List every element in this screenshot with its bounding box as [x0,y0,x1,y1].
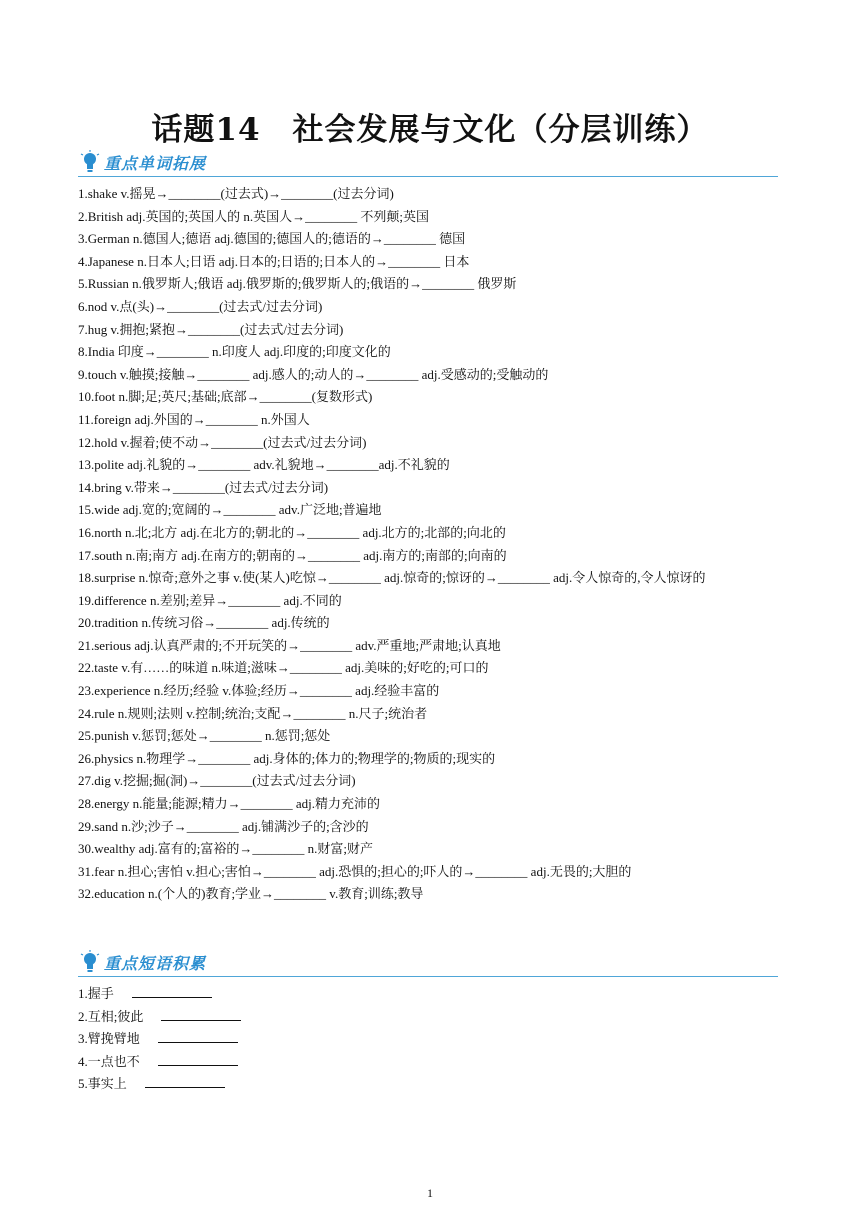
phrase-label: 2.互相;彼此 [78,1008,144,1024]
vocab-item: 3.German n.德国人;德语 adj.德国的;德国人的;德语的→________ 德国 [78,231,466,247]
section-title-vocab: 重点单词拓展 [104,154,207,173]
vocab-item: 22.taste v.有……的味道 n.味道;滋味→________ adj.美味的;好吃的;可口的 [78,660,489,676]
vocab-item: 4.Japanese n.日本人;日语 adj.日本的;日语的;日本人的→________ 日本 [78,253,470,269]
phrase-item [78,1028,798,1051]
vocab-item: 11.foreign adj.外国的→________ n.外国人 [78,411,310,427]
vocab-item: 20.tradition n.传统习俗→________ adj.传统的 [78,615,330,631]
phrase-label: 3.臂挽臂地 [78,1031,140,1047]
vocab-item: 1.shake v.摇晃→________(过去式)→________(过去分词) [78,186,394,201]
vocab-item: 25.punish v.惩罚;惩处→________ n.惩罚;惩处 [78,728,331,744]
answer-blank[interactable] [158,1030,238,1043]
vocab-item: 5.Russian n.俄罗斯人;俄语 adj.俄罗斯的;俄罗斯人的;俄语的→________ 俄罗斯 [78,276,517,292]
vocab-item: 18.surprise n.惊奇;意外之事 v.使(某人)吃惊→________ adj.惊奇的;惊讶的→________ adj.令人惊奇的,令人惊讶的 [78,570,706,586]
phrase-label: 1.握手 [78,986,114,1001]
vocab-item: 10.foot n.脚;足;英尺;基础;底部→________(复数形式) [78,389,373,405]
vocab-item: 28.energy n.能量;能源;精力→________ adj.精力充沛的 [78,796,380,812]
lightbulb-icon [80,950,100,974]
vocab-item: 16.north n.北;北方 adj.在北方的;朝北的→________ adj.北方的;北部的;向北的 [78,524,506,540]
vocab-item: 26.physics n.物理学→________ adj.身体的;体力的;物理学的;物质的;现实的 [78,750,496,766]
vocab-item: 29.sand n.沙;沙子→________ adj.铺满沙子的;含沙的 [78,818,369,834]
vocab-item: 27.dig v.挖掘;掘(洞)→________(过去式/过去分词) [78,773,356,789]
answer-blank[interactable] [132,985,212,998]
vocab-item: 24.rule n.规则;法则 v.控制;统治;支配→________ n.尺子;统治者 [78,705,428,721]
lightbulb-icon [80,150,100,174]
phrase-item [78,1051,798,1074]
phrase-item [78,1006,798,1029]
vocab-item: 6.nod v.点(头)→________(过去式/过去分词) [78,298,323,314]
section-header-phrases [78,950,778,977]
vocab-item: 21.serious adj.认真严肃的;不开玩笑的→________ adv.严重地;严肃地;认真地 [78,637,501,653]
phrase-list [78,983,798,1096]
phrase-label: 4.一点也不 [78,1053,140,1069]
page-title: 话题14 社会发展与文化（分层训练） [151,112,709,148]
vocab-item: 8.India 印度→________ n.印度人 adj.印度的;印度文化的 [78,344,391,360]
vocab-item: 31.fear n.担心;害怕 v.担心;害怕→________ adj.恐惧的;担心的;吓人的→________ adj.无畏的;大胆的 [78,863,632,879]
vocab-list [78,183,798,906]
page-number: 1 [427,1186,433,1200]
section-header-vocab [78,150,778,177]
answer-blank[interactable] [158,1053,238,1066]
vocab-item: 14.bring v.带来→________(过去式/过去分词) [78,479,329,495]
vocab-item: 13.polite adj.礼貌的→________ adv.礼貌地→________adj.不礼貌的 [78,457,450,473]
phrase-label: 5.事实上 [78,1076,127,1092]
vocab-item: 2.British adj.英国的;英国人的 n.英国人→________ 不列颠;英国 [78,208,430,224]
vocab-item: 15.wide adj.宽的;宽阔的→________ adv.广泛地;普遍地 [78,502,382,518]
vocab-item: 12.hold v.握着;使不动→________(过去式/过去分词) [78,434,367,450]
vocab-item: 30.wealthy adj.富有的;富裕的→________ n.财富;财产 [78,841,374,857]
section-title-phrases: 重点短语积累 [104,954,207,973]
vocab-item: 23.experience n.经历;经验 v.体验;经历→________ adj.经验丰富的 [78,683,440,699]
answer-blank[interactable] [161,1008,241,1021]
vocab-item: 7.hug v.拥抱;紧抱→________(过去式/过去分词) [78,321,344,337]
phrase-item [78,1073,798,1096]
vocab-item: 9.touch v.触摸;接触→________ adj.感人的;动人的→________ adj.受感动的;受触动的 [78,366,549,382]
phrase-item [78,983,798,1006]
vocab-item: 17.south n.南;南方 adj.在南方的;朝南的→________ adj.南方的;南部的;向南的 [78,547,507,563]
vocab-item: 32.education n.(个人的)教育;学业→________ v.教育;训练;教导 [78,886,424,902]
vocab-item: 19.difference n.差别;差异→________ adj.不同的 [78,592,342,608]
answer-blank[interactable] [145,1075,225,1088]
